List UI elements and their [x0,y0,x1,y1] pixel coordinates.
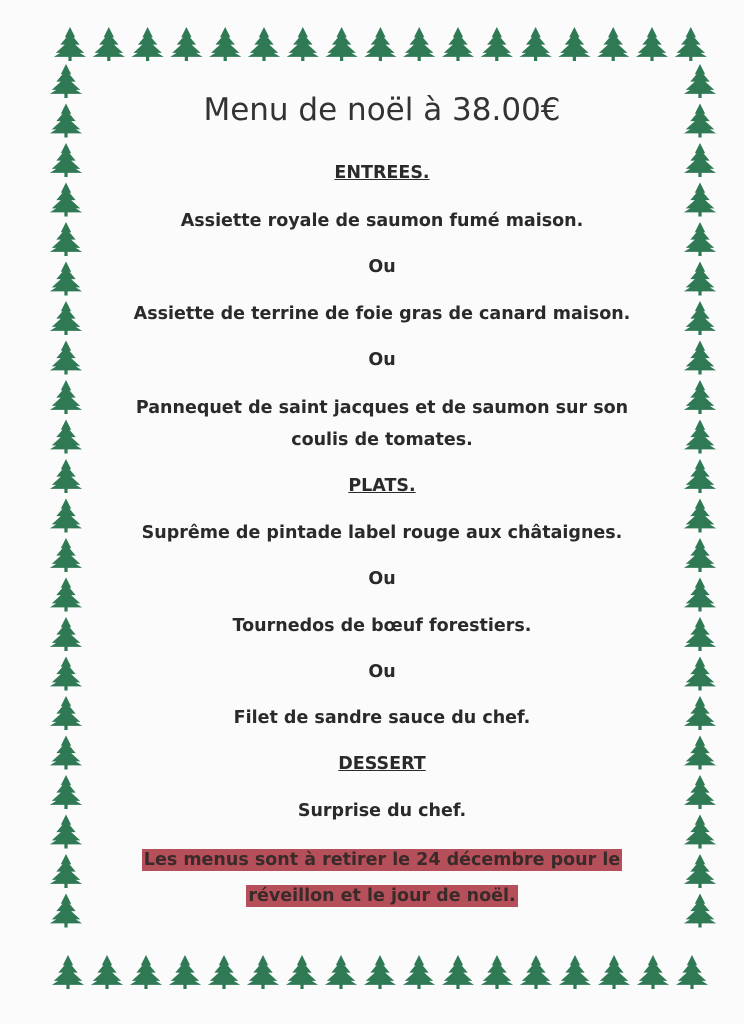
tree-icon [325,955,357,989]
tree-icon [170,27,202,61]
tree-icon [52,955,84,989]
tree-icon [247,955,279,989]
plat-item-1: Suprême de pintade label rouge aux châtaignes. [141,523,623,543]
tree-icon [684,894,716,928]
tree-icon [169,955,201,989]
tree-icon [684,64,716,98]
tree-icon [325,27,357,61]
dessert-item-1: Surprise du chef. [297,801,467,821]
tree-icon [131,27,163,61]
entree-item-3-line-2: coulis de tomates. [291,430,473,450]
tree-icon [598,955,630,989]
tree-icon [558,27,590,61]
tree-icon [50,538,82,572]
pickup-notice [100,842,664,914]
tree-icon [442,955,474,989]
tree-icon [637,955,669,989]
tree-icon [403,27,435,61]
tree-icon [209,27,241,61]
section-heading-dessert: DESSERT [338,754,426,774]
tree-icon [636,27,668,61]
section-heading-entrees: ENTREES. [334,163,430,183]
notice-line-2: réveillon et le jour de noël. [248,886,516,906]
tree-icon [519,27,551,61]
tree-icon [675,27,707,61]
tree-icon [130,955,162,989]
separator-ou-1: Ou [368,257,396,277]
tree-icon [684,854,716,888]
notice-line-1: Les menus sont à retirer le 24 décembre pour le [143,850,621,870]
menu-title: Menu de noël à 38.00€ [203,92,561,128]
tree-icon [50,64,82,98]
tree-icon [50,854,82,888]
tree-icon [91,955,123,989]
tree-icon [684,538,716,572]
tree-icon [364,955,396,989]
tree-icon [248,27,280,61]
tree-icon [54,27,86,61]
entree-item-2: Assiette de terrine de foie gras de canard maison. [133,304,631,324]
tree-icon [559,955,591,989]
tree-icon [50,894,82,928]
tree-icon [93,27,125,61]
plat-item-2: Tournedos de bœuf forestiers. [232,616,532,636]
separator-ou-3: Ou [368,569,396,589]
separator-ou-2: Ou [368,350,396,370]
tree-icon [676,955,708,989]
tree-icon [208,955,240,989]
tree-icon [287,27,319,61]
tree-icon [50,104,82,138]
entree-item-1: Assiette royale de saumon fumé maison. [180,211,584,231]
tree-icon [481,955,513,989]
tree-icon [520,955,552,989]
tree-icon [442,27,474,61]
section-heading-plats: PLATS. [348,476,416,496]
tree-icon [684,104,716,138]
entree-item-3-line-1: Pannequet de saint jacques et de saumon sur son [135,398,629,418]
tree-icon [364,27,396,61]
tree-icon [481,27,513,61]
tree-icon [403,955,435,989]
tree-icon [286,955,318,989]
plat-item-3: Filet de sandre sauce du chef. [233,708,531,728]
tree-icon [597,27,629,61]
separator-ou-4: Ou [368,662,396,682]
